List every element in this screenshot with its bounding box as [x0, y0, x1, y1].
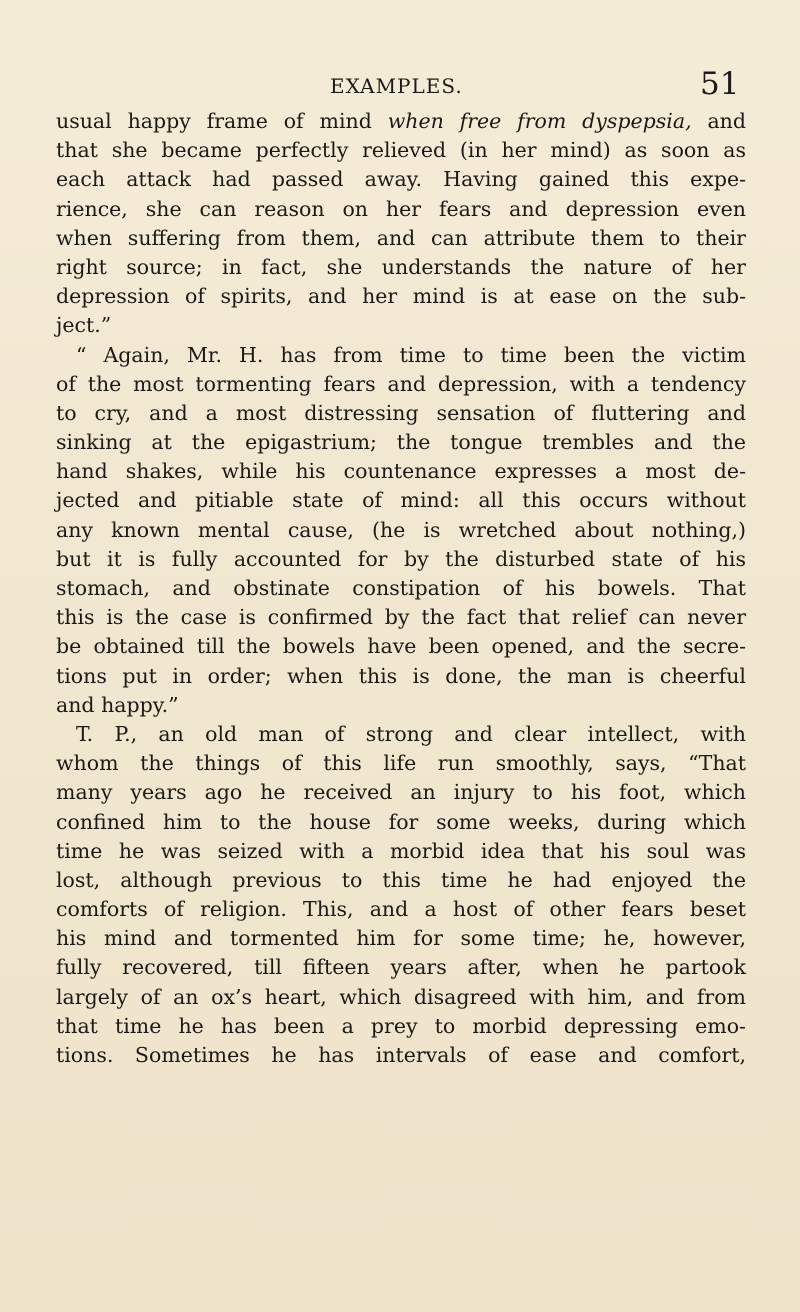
text-line: “ Again, Mr. H. has from time to time been the victim — [76, 342, 746, 367]
text-line: but it is fully accounted for by the disturbed state of his — [56, 546, 746, 571]
text-line: his mind and tormented him for some time; he, however, — [56, 926, 746, 951]
text-line: fully recovered, till fifteen years after, when he partook — [56, 955, 746, 980]
text-line: be obtained till the bowels have been opened, and the secre- — [56, 634, 746, 659]
text-line: comforts of religion. This, and a host of other fears beset — [56, 897, 746, 922]
text-line: time he was seized with a morbid idea that his soul was — [56, 838, 746, 863]
text-line: T. P., an old man of strong and clear intellect, with — [76, 721, 746, 746]
text-line: lost, although previous to this time he had enjoyed the — [56, 867, 746, 892]
text-line: confined him to the house for some weeks, during which — [56, 809, 746, 834]
text-line: stomach, and obstinate constipation of his bowels. That — [56, 576, 746, 600]
text-line: each attack had passed away. Having gained this expe- — [56, 167, 746, 192]
italic-phrase: when free from dyspepsia, — [387, 109, 692, 133]
text-line: many years ago he received an injury to his foot, which — [56, 780, 746, 805]
text-line: largely of an ox’s heart, which disagreed with him, and from — [56, 984, 746, 1009]
text-line: tions. Sometimes he has intervals of ease and comfort, — [56, 1043, 746, 1067]
text-line: right source; in fact, she understands the nature of her — [56, 254, 746, 279]
text-line: of the most tormenting fears and depression, with a tendency — [56, 371, 746, 396]
text-line: whom the things of this life run smoothly, says, “That — [56, 751, 746, 776]
text-line: jected and pitiable state of mind: all this occurs without — [56, 488, 746, 513]
running-head-title: EXAMPLES. — [330, 74, 463, 98]
text-segment: usual happy frame of mind — [56, 109, 388, 133]
text-line: sinking at the epigastrium; the tongue trembles and the — [56, 430, 746, 455]
text-line: to cry, and a most distressing sensation of fluttering and — [56, 400, 746, 425]
text-line: that she became perfectly relieved (in her mind) as soon as — [56, 138, 746, 163]
running-head — [0, 66, 800, 106]
text-line: ject.” — [56, 313, 112, 338]
text-line: this is the case is confirmed by the fact that relief can never — [56, 605, 746, 630]
text-line: depression of spirits, and her mind is at ease on the sub- — [56, 284, 746, 309]
text-line — [56, 107, 746, 136]
text-segment: and — [691, 109, 746, 133]
body-text — [56, 107, 746, 1070]
text-line: that time he has been a prey to morbid depressing emo- — [56, 1013, 746, 1038]
text-line: any known mental cause, (he is wretched about nothing,) — [56, 517, 746, 542]
text-line: and happy.” — [56, 692, 179, 717]
text-line: rience, she can reason on her fears and depression even — [56, 196, 746, 221]
text-line: tions put in order; when this is done, the man is cheerful — [56, 663, 746, 688]
page-number: 51 — [700, 66, 740, 102]
text-line: hand shakes, while his countenance expresses a most de- — [56, 459, 746, 484]
text-line: when suffering from them, and can attribute them to their — [56, 225, 746, 250]
